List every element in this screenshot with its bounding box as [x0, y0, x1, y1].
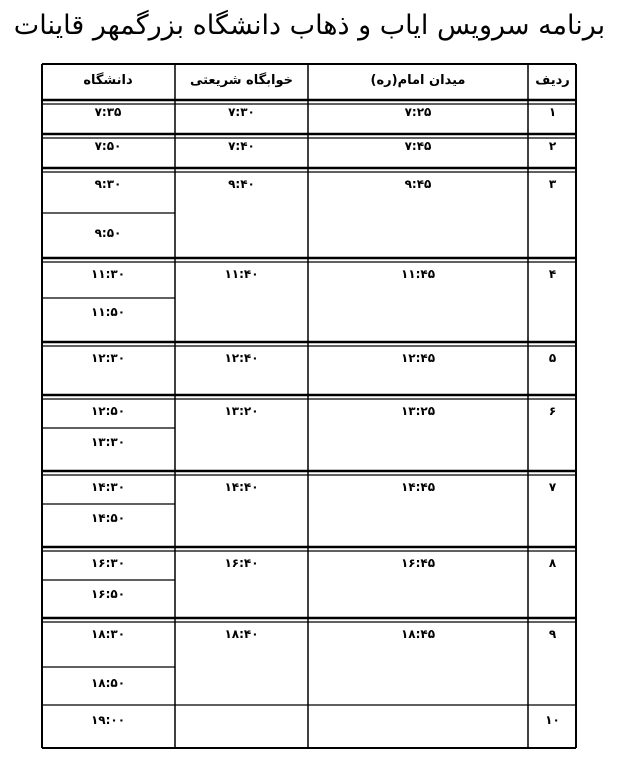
daneshgah-time: ۱۱:۳۰: [90, 267, 126, 281]
row-number: ۲: [548, 139, 557, 153]
daneshgah-time: ۱۱:۵۰: [90, 305, 126, 319]
daneshgah-time: ۷:۳۵: [94, 105, 122, 119]
row-number: ۸: [548, 556, 557, 570]
maidan-time: ۱۳:۲۵: [400, 404, 436, 418]
maidan-time: ۷:۴۵: [404, 139, 432, 153]
row-number: ۱: [548, 105, 557, 119]
daneshgah-time: ۷:۵۰: [94, 139, 122, 153]
khabgah-time: ۱۲:۴۰: [224, 351, 259, 365]
khabgah-time: ۱۴:۴۰: [224, 480, 259, 494]
daneshgah-time: ۱۶:۵۰: [90, 587, 126, 601]
daneshgah-time: ۹:۵۰: [94, 226, 122, 240]
daneshgah-time: ۹:۳۰: [94, 177, 122, 191]
schedule-table: [41, 63, 577, 749]
khabgah-time: ۱۳:۲۰: [224, 404, 259, 418]
header-daneshgah: دانشگاه: [83, 73, 133, 88]
row-number: ۱۰: [545, 713, 560, 727]
daneshgah-time: ۱۲:۵۰: [90, 404, 126, 418]
header-maidan: میدان امام(ره): [370, 73, 466, 88]
row-number: ۷: [548, 480, 557, 494]
row-number: ۳: [548, 177, 557, 191]
maidan-time: ۱۴:۴۵: [400, 480, 436, 494]
maidan-time: ۱۱:۴۵: [400, 267, 436, 281]
maidan-time: ۱۸:۴۵: [400, 627, 436, 641]
maidan-time: ۹:۴۵: [404, 177, 432, 191]
maidan-time: ۷:۲۵: [404, 105, 432, 119]
row-number: ۵: [548, 351, 557, 365]
page-title: برنامه سرویس ایاب و ذهاب دانشگاه بزرگمهر قاینات: [13, 10, 606, 41]
row-number: ۴: [548, 267, 557, 281]
khabgah-time: ۹:۴۰: [228, 177, 255, 191]
khabgah-time: ۷:۴۰: [228, 139, 255, 153]
khabgah-time: ۱۱:۴۰: [224, 267, 259, 281]
row-number: ۶: [548, 404, 557, 418]
daneshgah-time: ۱۲:۳۰: [90, 351, 126, 365]
daneshgah-time: ۱۴:۳۰: [90, 480, 126, 494]
row-number: ۹: [548, 627, 557, 641]
header-row-number: ردیف: [535, 73, 570, 88]
daneshgah-time: ۱۸:۳۰: [90, 627, 126, 641]
khabgah-time: ۱۶:۴۰: [224, 556, 259, 570]
khabgah-time: ۱۸:۴۰: [224, 627, 259, 641]
maidan-time: ۱۲:۴۵: [400, 351, 436, 365]
daneshgah-time: ۱۳:۳۰: [90, 435, 126, 449]
daneshgah-time: ۱۶:۳۰: [90, 556, 126, 570]
daneshgah-time: ۱۴:۵۰: [90, 511, 126, 525]
daneshgah-time: ۱۸:۵۰: [90, 676, 126, 690]
khabgah-time: ۷:۳۰: [228, 105, 255, 119]
header-khabgah: خوابگاه شریعتی: [189, 73, 294, 88]
daneshgah-time: ۱۹:۰۰: [90, 713, 126, 727]
maidan-time: ۱۶:۴۵: [400, 556, 436, 570]
